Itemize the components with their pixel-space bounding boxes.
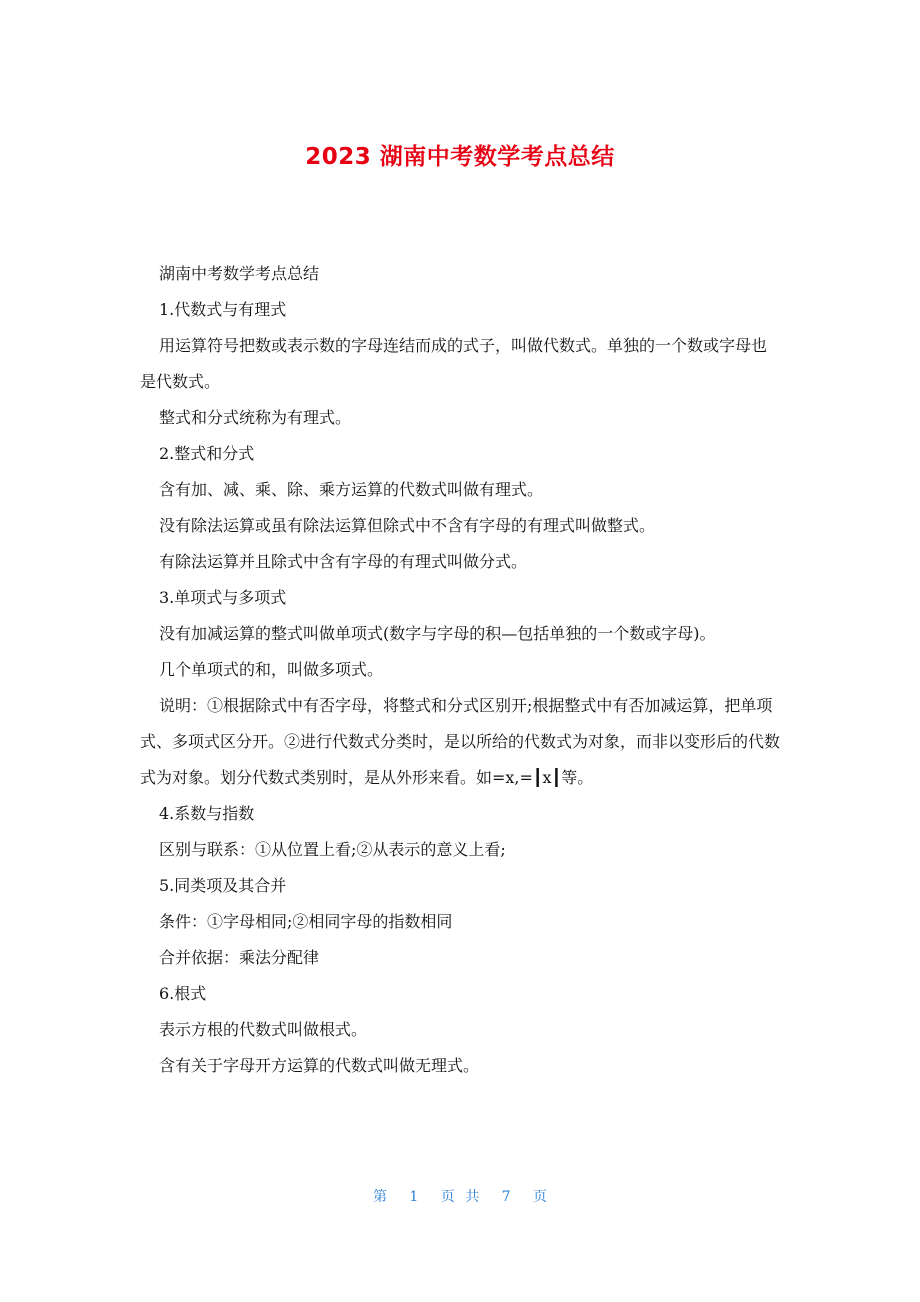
- section-heading: 2.整式和分式: [159, 444, 255, 463]
- paragraph: 有除法运算并且除式中含有字母的有理式叫做分式。: [159, 552, 528, 571]
- paragraph: 合并依据：乘法分配律: [159, 948, 320, 967]
- paragraph: 条件：①字母相同;②相同字母的指数相同: [159, 912, 453, 931]
- section-heading: 3.单项式与多项式: [159, 588, 287, 607]
- section-heading: 4.系数与指数: [159, 804, 255, 823]
- footer-suffix: 页: [533, 1189, 548, 1205]
- section-heading: 6.根式: [159, 984, 207, 1003]
- footer-total-pages: 7: [501, 1189, 511, 1205]
- paragraph: 表示方根的代数式叫做根式。: [159, 1020, 368, 1039]
- paragraph: 用运算符号把数或表示数的字母连结而成的式子，叫做代数式。单独的一个数或字母也是代数式。: [140, 336, 768, 391]
- document-title: 2023 湖南中考数学考点总结: [305, 144, 615, 170]
- paragraph: 说明：①根据除式中有否字母，将整式和分式区别开;根据整式中有否加减运算，把单项式、多项式区分开。②进行代数式分类时，是以所给的代数式为对象，而非以变形后的代数式为对象。划分代数式类别时，是从外形来看。如=x,=┃x┃等。: [140, 696, 781, 787]
- paragraph: 区别与联系：①从位置上看;②从表示的意义上看;: [159, 840, 506, 859]
- paragraph: 含有关于字母开方运算的代数式叫做无理式。: [159, 1056, 480, 1075]
- document-body: [140, 256, 780, 1084]
- section-heading: 5.同类项及其合并: [159, 876, 287, 895]
- paragraph: 没有加减运算的整式叫做单项式(数字与字母的积—包括单独的一个数或字母)。: [159, 624, 716, 643]
- paragraph: 整式和分式统称为有理式。: [159, 408, 352, 427]
- paragraph: 湖南中考数学考点总结: [159, 264, 320, 283]
- footer-middle: 页 共: [440, 1189, 480, 1205]
- page-footer: [0, 1184, 920, 1210]
- footer-prefix: 第: [372, 1189, 387, 1205]
- paragraph: 几个单项式的和，叫做多项式。: [159, 660, 384, 679]
- section-heading: 1.代数式与有理式: [159, 300, 287, 319]
- paragraph: 含有加、减、乘、除、乘方运算的代数式叫做有理式。: [159, 480, 544, 499]
- footer-page-number: 1: [409, 1189, 419, 1205]
- paragraph: 没有除法运算或虽有除法运算但除式中不含有字母的有理式叫做整式。: [159, 516, 656, 535]
